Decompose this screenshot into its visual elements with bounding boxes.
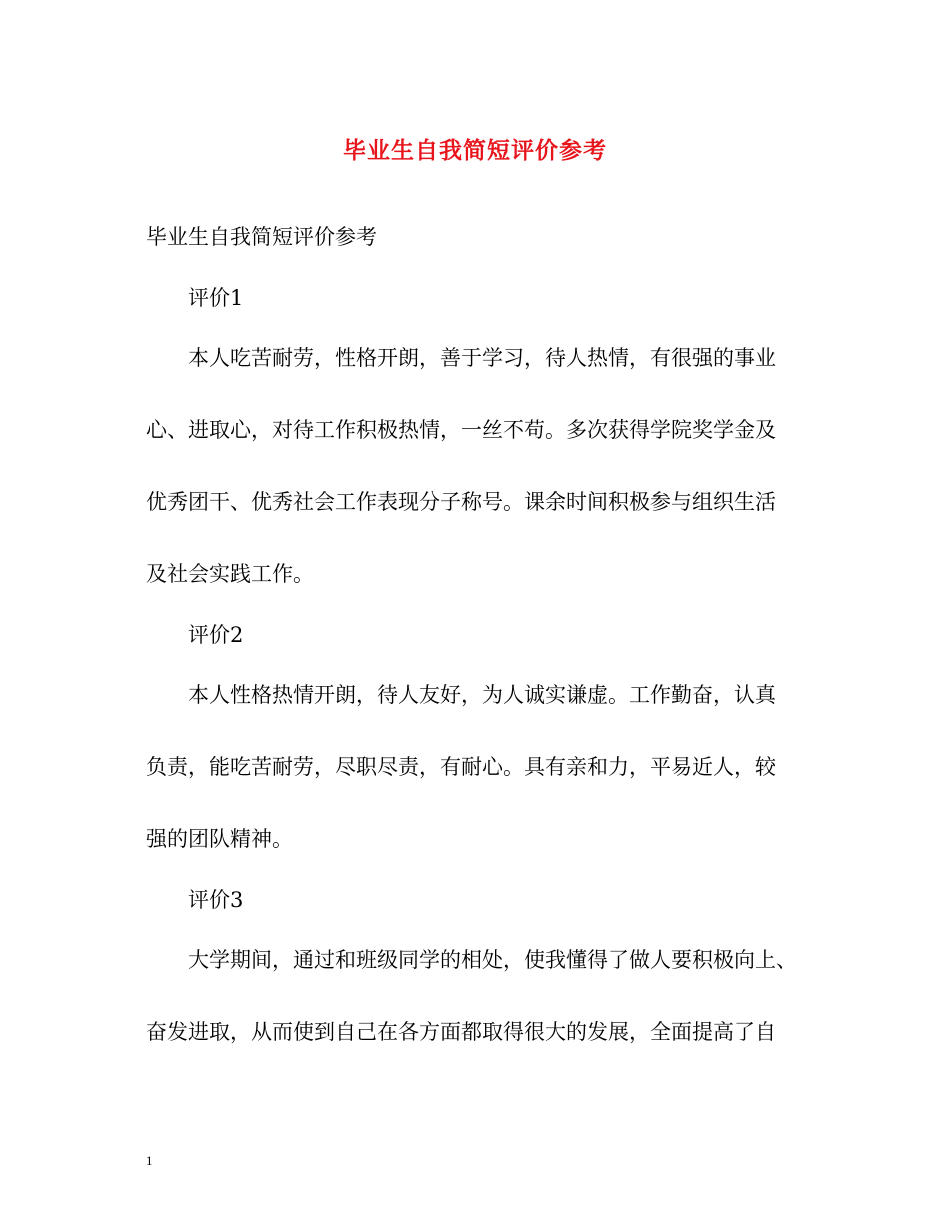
- paragraph-line: 负责，能吃苦耐劳，尽职尽责，有耐心。具有亲和力，平易近人，较: [146, 755, 776, 779]
- document-title: 毕业生自我简短评价参考: [343, 137, 607, 164]
- paragraph-line: 奋发进取，从而使到自己在各方面都取得很大的发展，全面提高了自: [146, 1020, 776, 1044]
- paragraph-line: 心、进取心，对待工作积极热情，一丝不苟。多次获得学院奖学金及: [146, 418, 776, 442]
- paragraph-line: 大学期间，通过和班级同学的相处，使我懂得了做人要积极向上、: [188, 948, 797, 972]
- page-number: 1: [146, 1153, 153, 1168]
- paragraph-line: 本人性格热情开朗，待人友好，为人诚实谦虚。工作勤奋，认真: [188, 683, 776, 707]
- paragraph-line: 优秀团干、优秀社会工作表现分子称号。课余时间积极参与组织生活: [146, 490, 776, 514]
- section-heading-3: 评价3: [188, 888, 244, 912]
- section-heading-1: 评价1: [188, 286, 244, 310]
- paragraph-line: 强的团队精神。: [146, 827, 293, 851]
- document-subtitle: 毕业生自我简短评价参考: [146, 225, 377, 249]
- section-heading-2: 评价2: [188, 623, 244, 647]
- paragraph-line: 及社会实践工作。: [146, 562, 314, 586]
- paragraph-line: 本人吃苦耐劳，性格开朗，善于学习，待人热情，有很强的事业: [188, 346, 776, 370]
